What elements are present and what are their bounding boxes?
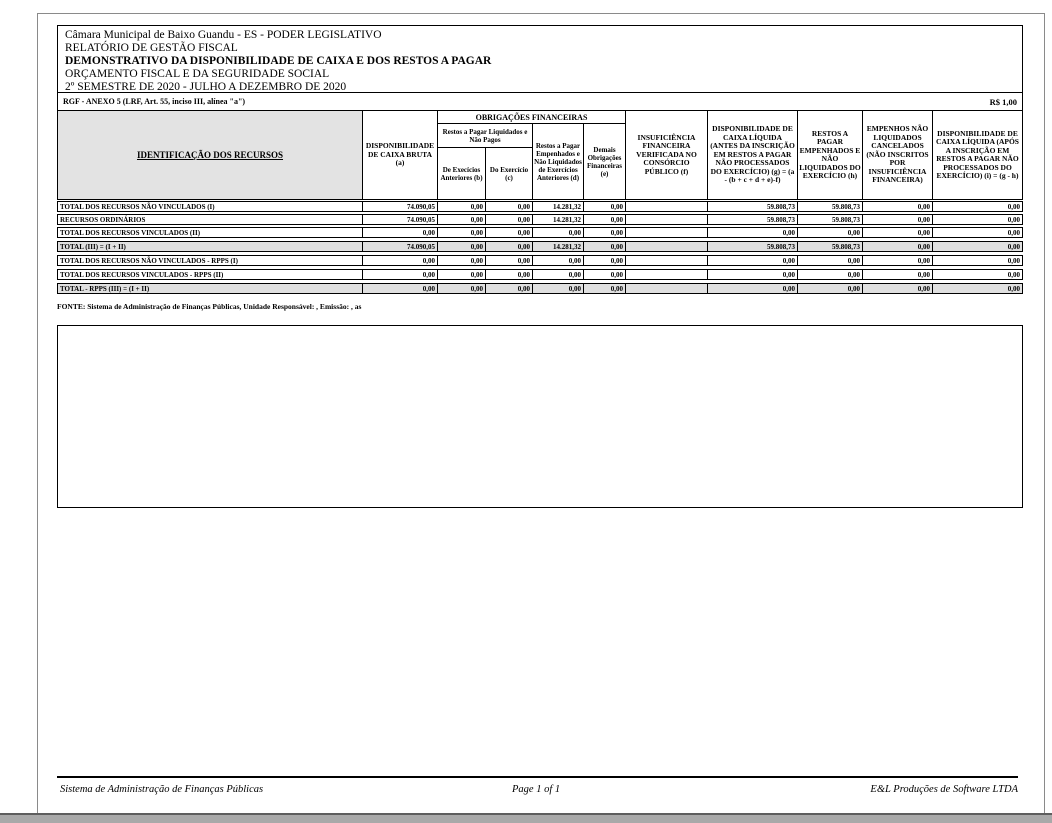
row-value: 0,00 [533,256,584,265]
row-value: 0,00 [863,270,933,279]
row-label: TOTAL DOS RECURSOS NÃO VINCULADOS - RPPS (I) [58,256,363,265]
row-value: 0,00 [798,270,863,279]
row-value: 0,00 [863,228,933,237]
row-label: TOTAL DOS RECURSOS VINCULADOS (II) [58,228,363,237]
table-row [57,269,1023,280]
group-title-obrigacoes: OBRIGAÇÕES FINANCEIRAS [438,111,625,124]
row-value: 0,00 [798,228,863,237]
row-value: 59.808,73 [708,242,798,251]
column-header-caixa-bruta: DISPONIBILIDADE DE CAIXA BRUTA (a) [363,111,438,199]
row-value: 0,00 [486,242,533,251]
row-value: 0,00 [1007,242,1020,251]
row-value: 0,00 [438,202,486,211]
footer-page-number: Page 1 of 1 [512,784,561,795]
row-value: 0,00 [708,284,798,293]
row-value: 0,00 [584,228,626,237]
table-header [57,110,1023,200]
row-value: 59.808,73 [798,242,863,251]
row-value: 74.090,05 [363,202,438,211]
report-period: 2º SEMESTRE DE 2020 - JULHO A DEZEMBRO DE 2020 [65,81,347,93]
row-value: 0,00 [584,270,626,279]
row-value [626,202,708,211]
column-header-demais-obrigacoes: Demais Obrigações Financeiras (e) [587,145,622,178]
column-header-do-exercicio: Do Exercício (c) [489,165,529,182]
row-value: 0,00 [584,256,626,265]
row-value: 14.281,32 [533,215,584,224]
row-label: TOTAL DOS RECURSOS VINCULADOS - RPPS (II) [58,270,363,279]
row-value: 59.808,73 [798,202,863,211]
row-value: 0,00 [1007,215,1020,224]
footer-system-name: Sistema de Administração de Finanças Públicas [60,784,264,795]
row-value: 59.808,73 [798,215,863,224]
row-value: 0,00 [438,256,486,265]
row-value [626,215,708,224]
row-value: 0,00 [438,215,486,224]
row-value: 59.808,73 [708,202,798,211]
row-value: 0,00 [1007,202,1020,211]
table-row [57,214,1023,225]
row-value: 0,00 [486,256,533,265]
row-value: 0,00 [798,284,863,293]
table-body [57,201,1023,294]
footer-vendor: E&L Produções de Software LTDA [870,784,1018,795]
row-value: 0,00 [1007,228,1020,237]
row-value: 0,00 [486,284,533,293]
row-value: 0,00 [584,215,626,224]
row-value: 0,00 [363,284,438,293]
row-label: TOTAL (III) = (I + II) [58,242,363,251]
column-group-obrigacoes [438,111,626,199]
row-value: 0,00 [708,256,798,265]
row-value: 0,00 [1007,284,1020,293]
row-value: 0,00 [863,202,933,211]
row-value: 0,00 [438,242,486,251]
row-value: 59.808,73 [708,215,798,224]
table-row [57,227,1023,238]
currency-unit: R$ 1,00 [989,96,1017,107]
row-value: 0,00 [863,242,933,251]
column-subgroup-restos [438,124,533,199]
row-value: 0,00 [1007,256,1020,265]
row-value: 14.281,32 [533,242,584,251]
table-row [57,255,1023,266]
row-value: 0,00 [533,270,584,279]
row-value: 0,00 [584,242,626,251]
column-header-caixa-liquida-apos: DISPONIBILIDADE DE CAIXA LÍQUIDA (APÓS A INSCRIÇÃO EM RESTOS A PAGAR NÃO PROCESSADOS DO EXERCÍCIO) (i) = (g - h) [936,128,1019,180]
row-value [626,270,708,279]
entity-name: Câmara Municipal de Baixo Guandu - ES - PODER LEGISLATIVO [65,29,382,41]
row-value: 74.090,05 [363,215,438,224]
row-value: 74.090,05 [363,242,438,251]
column-header-rp-empenhados-anteriores: Restos a Pagar Empenhados e Não Liquidados de Exercícios Anteriores (d) [533,124,584,199]
row-value: 0,00 [363,256,438,265]
row-value [626,256,708,265]
row-value: 0,00 [863,256,933,265]
column-header-identificacao: IDENTIFICAÇÃO DOS RECURSOS [58,111,363,199]
table-row [57,241,1023,252]
column-header-insuficiencia: INSUFICIÊNCIA FINANCEIRA VERIFICADA NO CONSÓRCIO PÚBLICO (f) [626,111,708,199]
report-header [57,25,1023,93]
row-label: TOTAL - RPPS (III) = (I + II) [58,284,363,293]
row-value: 0,00 [533,228,584,237]
row-value: 0,00 [438,270,486,279]
column-header-caixa-liquida-antes: DISPONIBILIDADE DE CAIXA LÍQUIDA (ANTES DA INSCRIÇÃO EM RESTOS A PAGAR NÃO PROCESSADOS DO EXERCÍCIO) (g) = (a - (b + c + d + e)-f) [708,111,798,199]
report-document [57,25,1023,508]
table-row [57,201,1023,212]
column-header-rp-exercicio: RESTOS A PAGAR EMPENHADOS E NÃO LIQUIDADOS DO EXERCÍCIO (h) [798,111,863,199]
column-header-empenhos-cancelados: EMPENHOS NÃO LIQUIDADOS CANCELADOS (NÃO INSCRITOS POR INSUFICIÊNCIA FINANCEIRA) [863,111,933,199]
row-value [626,228,708,237]
row-value [626,242,708,251]
row-value: 14.281,32 [533,202,584,211]
annex-reference: RGF - ANEXO 5 (LRF, Art. 55, inciso III, alínea "a") [63,97,246,106]
row-value: 0,00 [1007,270,1020,279]
row-value: 0,00 [486,270,533,279]
row-value: 0,00 [363,228,438,237]
row-value: 0,00 [798,256,863,265]
row-value: 0,00 [438,284,486,293]
row-value: 0,00 [584,284,626,293]
row-value: 0,00 [533,284,584,293]
subgroup-title-restos: Restos a Pagar Liquidados e Não Pagos [438,124,532,148]
table-row [57,283,1023,294]
report-type: RELATÓRIO DE GESTÃO FISCAL [65,42,238,54]
report-title: DEMONSTRATIVO DA DISPONIBILIDADE DE CAIXA E DOS RESTOS A PAGAR [65,55,492,67]
row-value: 0,00 [486,202,533,211]
window-bottom-edge [0,813,1052,823]
row-value: 0,00 [863,215,933,224]
row-value: 0,00 [486,228,533,237]
row-value: 0,00 [363,270,438,279]
page-footer [57,776,1018,795]
report-scope: ORÇAMENTO FISCAL E DA SEGURIDADE SOCIAL [65,68,330,80]
annex-row [57,93,1023,110]
row-value: 0,00 [708,228,798,237]
row-value [626,284,708,293]
row-label: RECURSOS ORDINÁRIOS [58,215,363,224]
row-value: 0,00 [486,215,533,224]
column-header-exercicios-anteriores: De Execícios Anteriores (b) [438,148,486,199]
signature-box [57,325,1023,508]
row-label: TOTAL DOS RECURSOS NÃO VINCULADOS (I) [58,202,363,211]
source-note: FONTE: Sistema de Administração de Finanças Públicas, Unidade Responsável: , Emissão: , as [57,302,362,311]
row-value: 0,00 [708,270,798,279]
row-value: 0,00 [584,202,626,211]
row-value: 0,00 [863,284,933,293]
row-value: 0,00 [438,228,486,237]
